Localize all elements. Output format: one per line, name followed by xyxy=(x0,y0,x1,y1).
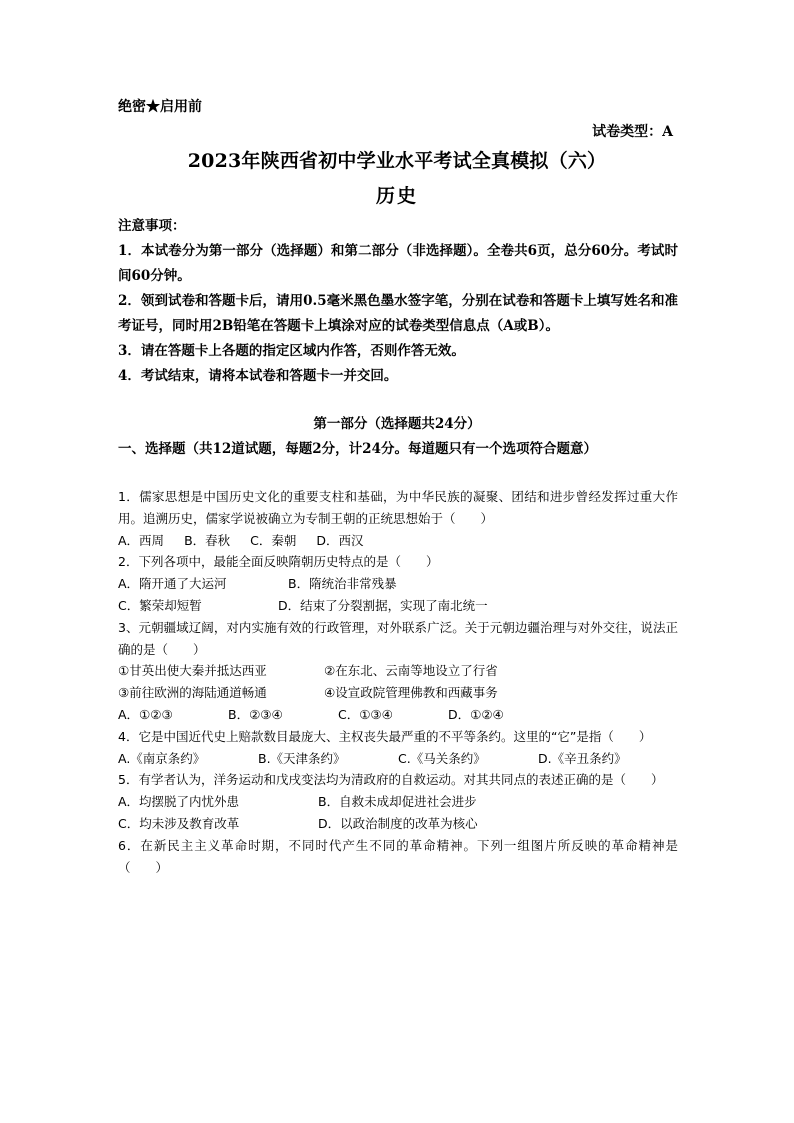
question-1-options xyxy=(118,530,678,552)
question-list xyxy=(118,486,678,878)
confidential-mark: 绝密★启用前 xyxy=(118,99,202,115)
question-4-options xyxy=(118,748,678,770)
question-2-options-row2 xyxy=(118,595,678,617)
option-d: D．以政治制度的改革为核心 xyxy=(318,815,478,831)
option-d: D.《辛丑条约》 xyxy=(538,750,627,766)
question-3-statements-row2 xyxy=(118,682,678,704)
option-a: A．西周 xyxy=(118,532,165,548)
paper-type-label: 试卷类型：A xyxy=(592,124,673,140)
note-item: 3．请在答题卡上各题的指定区域内作答，否则作答无效。 xyxy=(118,343,465,359)
option-c: C．①③④ xyxy=(338,706,393,722)
exam-title: 2023年陕西省初中学业水平考试全真模拟（六） xyxy=(187,150,607,172)
option-c: C.《马关条约》 xyxy=(398,750,486,766)
note-item: 4．考试结束，请将本试卷和答题卡一并交回。 xyxy=(118,368,398,384)
question-5-options-row2 xyxy=(118,813,678,835)
section-heading: 一、选择题（共12道试题，每题2分，计24分。每道题只有一个选项符合题意） xyxy=(118,441,597,457)
option-b: B．隋统治非常残暴 xyxy=(288,576,397,592)
exam-notes xyxy=(118,214,678,389)
question-2-options-row1 xyxy=(118,573,678,595)
question-6-stem: 6．在新民主主义革命时期，不同时代产生不同的革命精神。下列一组图片所反映的革命精神是（ ） xyxy=(118,837,678,875)
question-4-stem: 4．它是中国近代史上赔款数目最庞大、主权丧失最严重的不平等条约。这里的“它”是指（ ） xyxy=(118,728,652,744)
question-5-stem: 5．有学者认为，洋务运动和戊戌变法均为清政府的自救运动。对其共同点的表述正确的是（ ） xyxy=(118,772,664,788)
option-c: C．均未涉及教育改革 xyxy=(118,815,240,831)
question-3-stem: 3、元朝疆域辽阔，对内实施有效的行政管理，对外联系广泛。关于元朝边疆治理与对外交往，说法正确的是（ ） xyxy=(118,619,678,657)
question-1-stem: 1．儒家思想是中国历史文化的重要支柱和基础，为中华民族的凝聚、团结和进步曾经发挥过重大作用。追溯历史，儒家学说被确立为专制王朝的正统思想始于（ ） xyxy=(118,489,678,526)
note-item: 1．本试卷分为第一部分（选择题）和第二部分（非选择题）。全卷共6页，总分60分。考试时间60分钟。 xyxy=(118,243,678,284)
question-5-options-row1 xyxy=(118,791,678,813)
question-3-options xyxy=(118,704,678,726)
statement-2: ②在东北、云南等地设立了行省 xyxy=(324,663,498,679)
option-a: A．①②③ xyxy=(118,706,173,722)
option-c: C．繁荣却短暂 xyxy=(118,597,202,613)
option-a: A．隋开通了大运河 xyxy=(118,576,227,592)
question-3-statements-row1 xyxy=(118,660,678,682)
note-item: 2．领到试卷和答题卡后，请用0.5毫米黑色墨水签字笔，分别在试卷和答题卡上填写姓名和准考证号，同时用2B铅笔在答题卡上填涂对应的试卷类型信息点（A或B）。 xyxy=(118,293,678,334)
option-a: A．均摆脱了内忧外患 xyxy=(118,794,240,810)
option-b: B．春秋 xyxy=(184,532,231,548)
subject-title: 历史 xyxy=(375,185,418,207)
option-d: D．西汉 xyxy=(316,532,364,548)
option-b: B．自救未成却促进社会进步 xyxy=(318,794,477,810)
option-c: C．秦朝 xyxy=(250,532,297,548)
option-b: B.《天津条约》 xyxy=(258,750,346,766)
option-a: A.《南京条约》 xyxy=(118,750,206,766)
statement-4: ④设宣政院管理佛教和西藏事务 xyxy=(324,685,498,701)
notes-heading: 注意事项： xyxy=(118,218,186,234)
question-2-stem: 2．下列各项中，最能全面反映隋朝历史特点的是（ ） xyxy=(118,554,439,570)
part1-title: 第一部分（选择题共24分） xyxy=(313,416,481,432)
statement-1: ①甘英出使大秦并抵达西亚 xyxy=(118,663,267,679)
option-d: D．结束了分裂割据，实现了南北统一 xyxy=(278,597,488,613)
option-b: B．②③④ xyxy=(228,706,283,722)
option-d: D．①②④ xyxy=(448,706,504,722)
statement-3: ③前往欧洲的海陆通道畅通 xyxy=(118,685,267,701)
